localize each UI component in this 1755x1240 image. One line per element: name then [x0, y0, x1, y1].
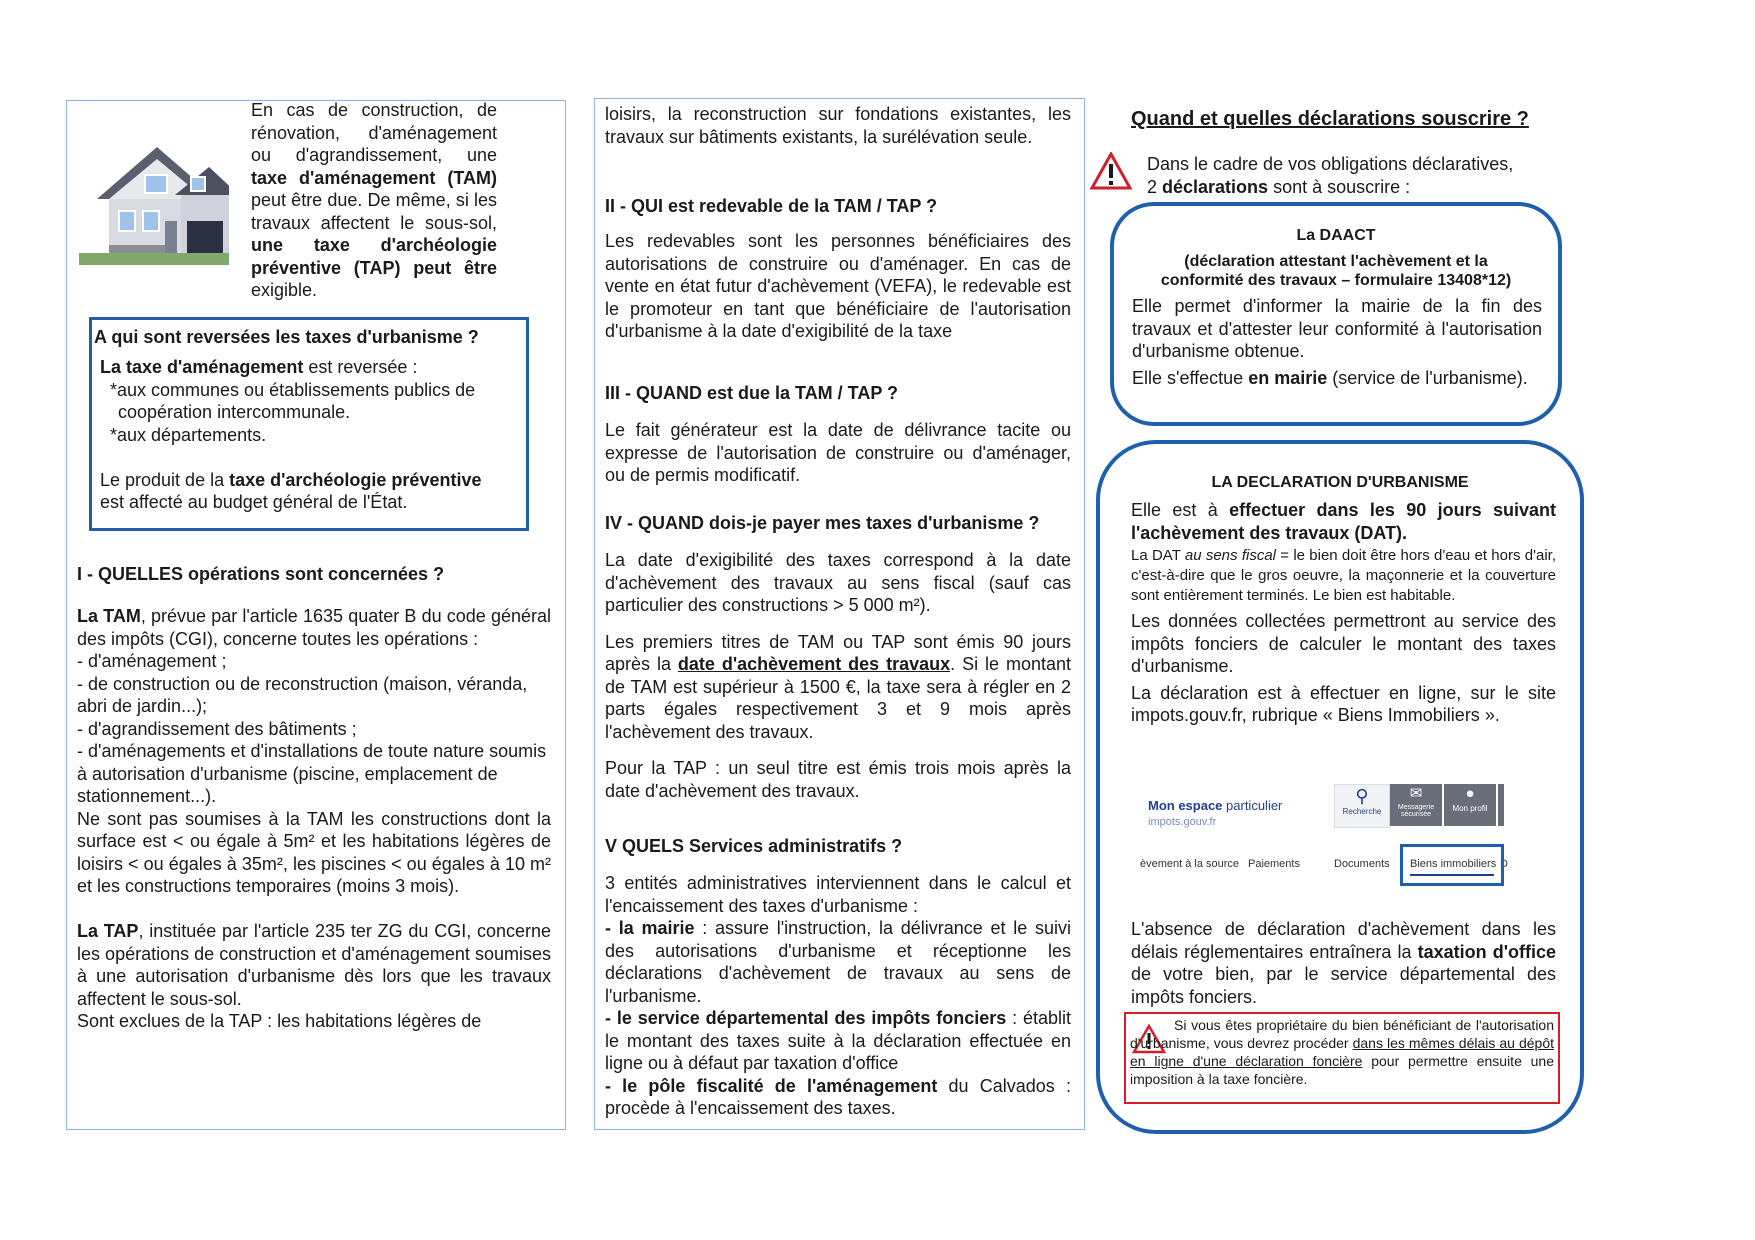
search-icon: ⚲	[1355, 786, 1369, 806]
tab-more[interactable]: D	[1500, 858, 1508, 870]
tab-paiements[interactable]: Paiements	[1248, 858, 1300, 870]
section-2-title: II - QUI est redevable de la TAM / TAP ?	[605, 196, 938, 216]
section-4-title: IV - QUAND dois-je payer mes taxes d'urbanisme ?	[605, 513, 1040, 533]
taxes-destination-box	[89, 317, 529, 531]
section-4-body: La date d'exigibilité des taxes correspond à la date d'achèvement des travaux au sens fiscal (sauf cas particulier des constructions > 5 000 m²). Les premiers titres de TAM ou TAP sont émis 90 jours après la date d'achèvement des travaux. Si le montant de TAM est supérieur à 1500 €, la taxe sera à régler en 2 parts égales respectivement 3 et 9 mois après l'achèvement des travaux. Pour la TAP : un seul titre est émis trois mois après la date d'achèvement des travaux.	[605, 550, 1071, 801]
intro-text: En cas de construction, de rénovation, d'aménagement ou d'agrandissement, une taxe d'aménagement (TAM) peut être due. De même, si les travaux affectent le sous-sol, une taxe d'archéologie préventive (TAP) peut être exigible.	[251, 100, 497, 300]
absence-text: L'absence de déclaration d'achèvement dans les délais réglementaires entraînera la taxation d'office de votre bien, par le service départemental des impôts fonciers.	[1131, 919, 1556, 1007]
tab-prelevement[interactable]: èvement à la source	[1140, 858, 1240, 870]
obligations-text: Dans le cadre de vos obligations déclaratives, 2 déclarations sont à souscrire :	[1147, 154, 1514, 197]
section-1-body: La TAM, prévue par l'article 1635 quater B du code général des impôts (CGI), concerne toutes les opérations : - d'aménagement ; - de construction ou de reconstruction (maison, véranda, abri de jardin...); - d'agrandissement des bâtiments ; - d'aménagements et d'installations de toute nature soumis à autorisation d'urbanisme (piscine, emplacement de stationnement...). Ne sont pas soumises à la TAM les constructions dont la surface est < ou égale à 5m² et les habitations légères de loisirs < ou égales à 35m², les piscines < ou égales à 10 m² et les constructions temporaires (moins 3 mois). La TAP, instituée par l'article 235 ter ZG du CGI, concerne les opérations de construction et d'aménagement soumises à une autorisation d'urbanisme dès lors que les travaux affectent le sous-sol. Sont exclues de la TAP : les habitations légères de	[77, 606, 552, 1031]
section-3-body: Le fait générateur est la date de délivrance tacite ou expresse de l'autorisation de construire ou d'aménager, ou de permis modificatif.	[605, 420, 1071, 485]
column-2	[594, 98, 1085, 1130]
tab-documents[interactable]: Documents	[1334, 858, 1390, 870]
site-brand: Mon espace particulier	[1148, 798, 1283, 813]
owner-warning-text: Si vous êtes propriétaire du bien bénéficiant de l'autorisation d'urbanisme, vous devrez procéder dans les mêmes délais au dépôt en ligne d'une déclaration foncière pour permettre ensuite une imposition à la taxe foncière.	[1130, 1017, 1554, 1087]
column-1	[66, 100, 566, 1130]
profile-button[interactable]: ● Mon profil	[1444, 784, 1496, 826]
du-title: LA DECLARATION D'URBANISME	[1211, 474, 1469, 491]
site-domain: impots.gouv.fr	[1148, 816, 1217, 828]
daact-body: Elle permet d'informer la mairie de la fin des travaux et d'attester leur conformité à l'autorisation d'urbanisme obtenue. Elle s'effectue en mairie (service de l'urbanisme).	[1132, 296, 1542, 388]
section-1-title: I - QUELLES opérations sont concernées ?	[77, 564, 445, 584]
declarations-title: Quand et quelles déclarations souscrire ?	[1131, 108, 1529, 130]
tab-biens-immobiliers[interactable]: Biens immobiliers	[1410, 858, 1497, 870]
warning-icon	[1090, 152, 1132, 190]
biens-highlight	[1400, 844, 1504, 886]
section-5-title: V QUELS Services administratifs ?	[605, 836, 903, 856]
box-title: A qui sont reversées les taxes d'urbanisme ?	[94, 327, 479, 347]
daact-subtitle: (déclaration attestant l'achèvement et la conformité des travaux – formulaire 13408*12)	[1160, 253, 1512, 289]
daact-title: La DAACT	[1296, 227, 1376, 244]
user-icon: ●	[1465, 785, 1475, 802]
daact-box	[1110, 202, 1562, 426]
toolbar-edge	[1498, 784, 1504, 826]
du-body: Elle est à effectuer dans les 90 jours suivant l'achèvement des travaux (DAT). La DAT au sens fiscal = le bien doit être hors d'eau et hors d'air, c'est-à-dire que le gros oeuvre, la maçonnerie et la couverture sont entièrement terminés. Le bien est habitable. Les données collectées permettront au service des impôts fonciers de calculer le montant des taxes d'urbanisme. La déclaration est à effectuer en ligne, sur le site impots.gouv.fr, rubrique « Biens Immobiliers ».	[1131, 500, 1556, 725]
owner-warning-box	[1124, 1012, 1560, 1104]
house-illustration	[79, 137, 229, 265]
section-3-title: III - QUAND est due la TAM / TAP ?	[605, 383, 899, 403]
section-5-body: 3 entités administratives interviennent dans le calcul et l'encaissement des taxes d'urbanisme : - la mairie : assure l'instruction, la délivrance et le suivi des autorisations d'urbanisme et réceptionne les déclarations d'achèvement de travaux au sens de l'urbanisme. - le service départemental des impôts fonciers : établit le montant des taxes suite à la déclaration effectuée en ligne ou à défaut par taxation d'office - le pôle fiscalité de l'aménagement du Calvados : procède à l'encaissement des taxes.	[605, 873, 1071, 1118]
mail-icon: ✉	[1409, 785, 1423, 802]
section-2-body: Les redevables sont les personnes bénéficiaires des autorisations de construire ou d'aménager. En cas de vente en état futur d'achèvement (VEFA), le redevable est le promoteur en tant que bénéficiaire de l'autorisation d'urbanisme à la date d'exigibilité de la taxe	[605, 231, 1071, 341]
impots-site-screenshot	[1140, 784, 1560, 919]
declaration-urbanisme-box	[1096, 440, 1584, 1134]
continuation-text: loisirs, la reconstruction sur fondations existantes, les travaux sur bâtiments existants, la surélévation seule.	[605, 104, 1071, 147]
active-tab-underline	[1410, 874, 1494, 876]
messaging-button[interactable]: ✉ Messagerie sécurisée	[1390, 784, 1442, 826]
box-body: La taxe d'aménagement est reversée : *aux communes ou établissements publics de coopération intercommunale. *aux départements. Le produit de la taxe d'archéologie préventive est affecté au budget général de l'État.	[100, 357, 482, 512]
search-button[interactable]: ⚲ Recherche	[1334, 784, 1390, 828]
